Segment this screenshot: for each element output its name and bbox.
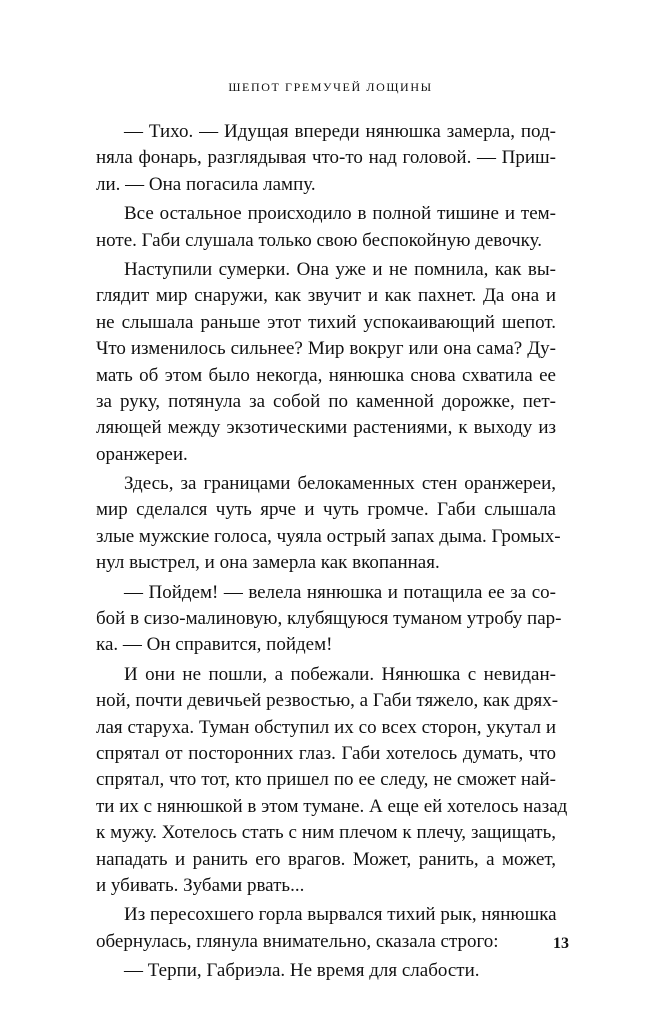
paragraph — [96, 471, 561, 577]
text-line: мир сделался чуть ярче и чуть громче. Габи слышала — [96, 499, 556, 521]
text-line: няла фонарь, разглядывая что-то над головой. — Приш- — [96, 147, 556, 169]
text-line: не слышала раньше этот тихий успокаивающий шепот. — [96, 311, 556, 333]
text-line: Здесь, за границами белокаменных стен оранжереи, — [124, 473, 556, 495]
text-line: — Терпи, Габриэла. Не время для слабости. — [124, 960, 480, 982]
text-line: к мужу. Хотелось стать с ним плечом к плечу, защищать, — [96, 822, 556, 844]
text-line: и убивать. Зубами рвать... — [96, 874, 305, 896]
text-line: — Пойдем! — велела нянюшка и потащила ее за со- — [124, 581, 556, 603]
text-line: бой в сизо-малиновую, клубящуюся туманом утробу пар- — [96, 608, 562, 630]
text-line: Что изменилось сильнее? Мир вокруг или она сама? Ду- — [96, 338, 556, 360]
text-line: ти их с нянюшкой в этом тумане. А еще ей хотелось назад — [96, 795, 568, 817]
running-head: ШЕПОТ ГРЕМУЧЕЙ ЛОЩИНЫ — [228, 80, 433, 94]
text-line: мать об этом было некогда, нянюшка снова схватила ее — [96, 364, 556, 386]
text-line: злые мужские голоса, чуяла острый запах дыма. Громых- — [96, 525, 561, 547]
paragraph — [96, 662, 568, 900]
text-line: Все остальное происходило в полной тишине и тем- — [124, 203, 556, 225]
paragraph — [96, 580, 562, 659]
paragraph — [96, 902, 556, 955]
paragraph — [96, 958, 556, 984]
paragraph — [96, 257, 556, 468]
page-number: 13 — [553, 935, 569, 952]
text-line: И они не пошли, а побежали. Нянюшка с невидан- — [124, 663, 556, 685]
text-line: ной, почти девичьей резвостью, а Габи тяжело, как дрях- — [96, 690, 559, 712]
text-line: нападать и ранить его врагов. Может, ранить, а может, — [96, 848, 556, 870]
text-line: лая старуха. Туман обступил их со всех сторон, укутал и — [96, 716, 556, 738]
text-line: ка. — Он справится, пойдем! — [96, 634, 333, 656]
text-line: оранжереи. — [96, 443, 188, 465]
text-line: ляющей между экзотическими растениями, к выходу из — [96, 417, 556, 439]
text-line: Наступили сумерки. Она уже и не помнила, как вы- — [124, 258, 556, 280]
text-line: за руку, потянула за собой по каменной дорожке, пет- — [96, 390, 556, 412]
paragraph — [96, 201, 556, 254]
text-line: обернулась, глянула внимательно, сказала строго: — [96, 930, 499, 952]
text-line: ноте. Габи слушала только свою беспокойную девочку. — [96, 229, 542, 251]
paragraph — [96, 119, 556, 198]
text-line: спрятал от посторонних глаз. Габи хотелось думать, что — [96, 742, 556, 764]
text-line: нул выстрел, и она замерла как вкопанная. — [96, 552, 440, 574]
text-line: ли. — Она погасила лампу. — [96, 173, 316, 195]
text-line: спрятал, что тот, кто пришел по ее следу, не сможет най- — [96, 769, 556, 791]
text-line: — Тихо. — Идущая впереди нянюшка замерла, под- — [124, 121, 556, 142]
text-line: глядит мир снаружи, как звучит и как пахнет. Да она и — [96, 285, 556, 307]
text-line: Из пересохшего горла вырвался тихий рык, нянюшка — [124, 904, 557, 926]
